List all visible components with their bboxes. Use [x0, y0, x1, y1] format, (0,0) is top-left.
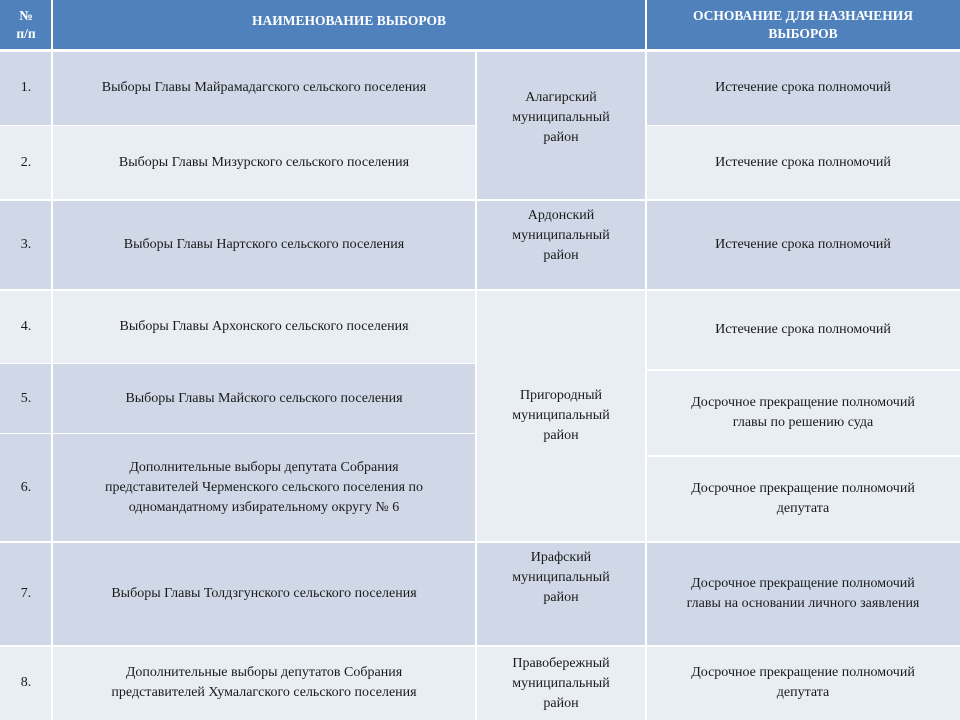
row-5-name: Выборы Главы Майского сельского поселения: [52, 364, 476, 434]
district-ardon: Ардонский муниципальный район: [476, 200, 646, 290]
district-pravoberezhny: Правобережный муниципальный район: [476, 646, 646, 720]
row-1-number: 1.: [0, 50, 52, 126]
grid-line: [0, 433, 476, 434]
row-5-number: 5.: [0, 364, 52, 434]
district-iraf: Ирафский муниципальный район: [476, 542, 646, 646]
grid-line: [646, 369, 960, 371]
grid-line: [646, 125, 960, 126]
row-8-number: 8.: [0, 646, 52, 720]
row-7-basis: Досрочное прекращение полномочий главы на основании личного заявления: [646, 542, 960, 646]
row-3-basis: Истечение срока полномочий: [646, 200, 960, 290]
row-4-name: Выборы Главы Архонского сельского поселения: [52, 290, 476, 364]
row-4-number: 4.: [0, 290, 52, 364]
header-number: № п/п: [0, 0, 52, 50]
row-6-name: Дополнительные выборы депутата Собрания представителей Черменского сельского поселения по одномандатному избирательному округу № 6: [52, 434, 476, 542]
row-3-name: Выборы Главы Нартского сельского поселения: [52, 200, 476, 290]
row-7-name: Выборы Главы Толдзгунского сельского поселения: [52, 542, 476, 646]
grid-line: [0, 289, 960, 291]
grid-line: [0, 49, 960, 52]
district-alagir: Алагирский муниципальный район: [476, 50, 646, 200]
grid-line: [0, 645, 960, 647]
header-basis: ОСНОВАНИЕ ДЛЯ НАЗНАЧЕНИЯ ВЫБОРОВ: [646, 0, 960, 50]
grid-line: [646, 455, 960, 457]
grid-line: [0, 125, 476, 126]
row-3-number: 3.: [0, 200, 52, 290]
grid-line: [0, 199, 960, 201]
grid-line: [51, 0, 53, 720]
row-8-basis: Досрочное прекращение полномочий депутата: [646, 646, 960, 720]
grid-line: [0, 363, 476, 364]
row-8-name: Дополнительные выборы депутатов Собрания представителей Хумалагского сельского поселения: [52, 646, 476, 720]
grid-line: [0, 541, 960, 543]
row-2-basis: Истечение срока полномочий: [646, 126, 960, 200]
row-5-basis: Досрочное прекращение полномочий главы по решению суда: [646, 370, 960, 456]
row-6-basis: Досрочное прекращение полномочий депутата: [646, 456, 960, 542]
row-4-basis: Истечение срока полномочий: [646, 290, 960, 370]
grid-line: [475, 50, 477, 720]
row-1-basis: Истечение срока полномочий: [646, 50, 960, 126]
grid-line: [645, 0, 647, 720]
header-election-name: НАИМЕНОВАНИЕ ВЫБОРОВ: [52, 0, 646, 50]
district-prigorodny: Пригородный муниципальный район: [476, 290, 646, 542]
row-7-number: 7.: [0, 542, 52, 646]
row-6-number: 6.: [0, 434, 52, 542]
row-2-name: Выборы Главы Мизурского сельского поселения: [52, 126, 476, 200]
row-1-name: Выборы Главы Майрамадагского сельского поселения: [52, 50, 476, 126]
row-2-number: 2.: [0, 126, 52, 200]
